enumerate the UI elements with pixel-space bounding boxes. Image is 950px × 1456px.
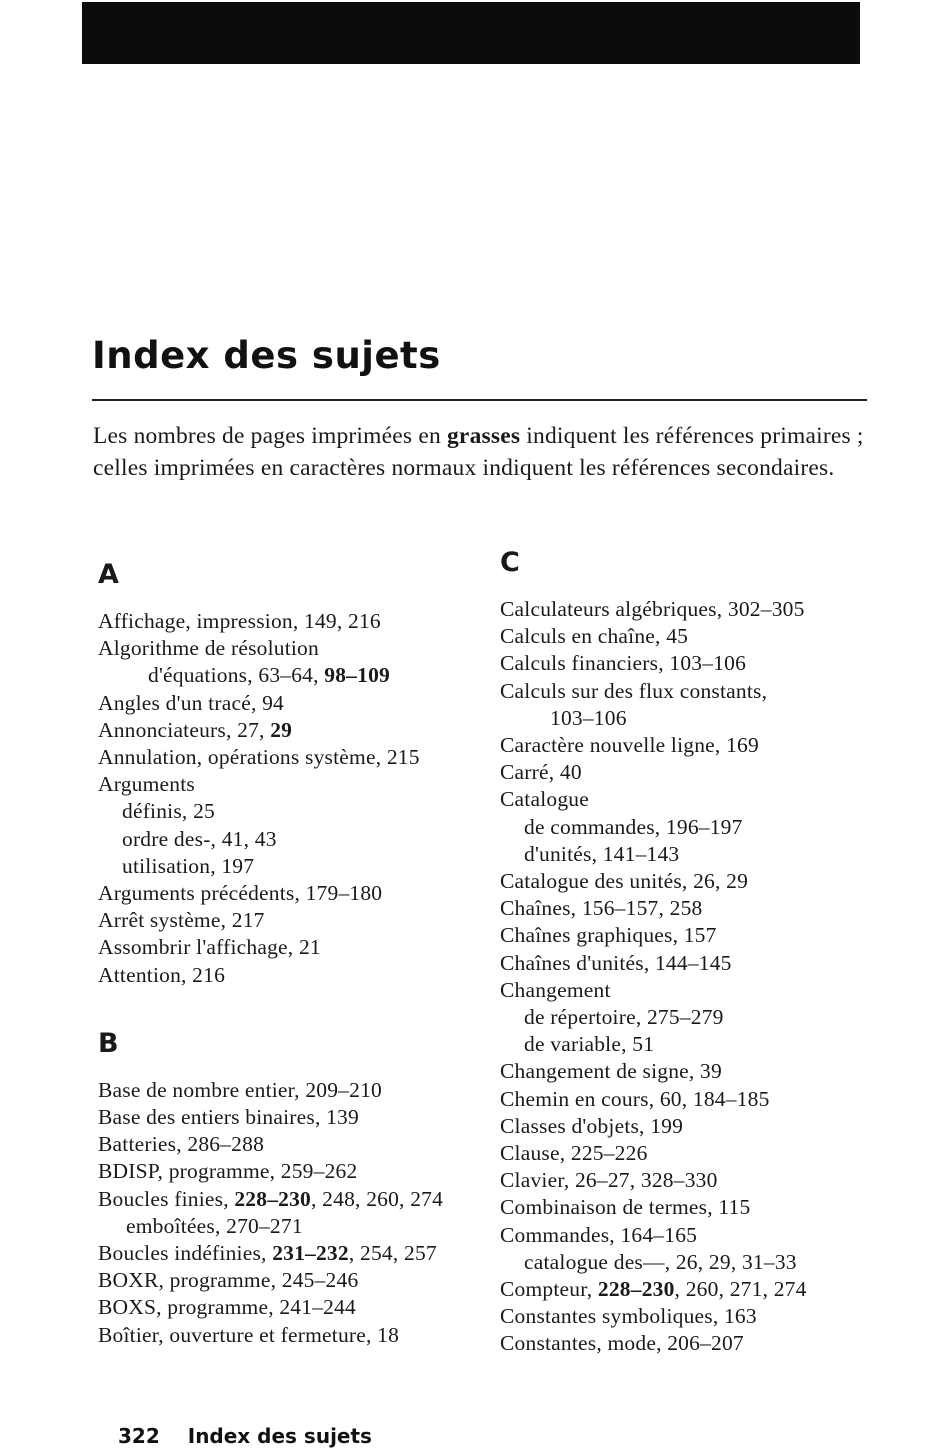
page-ref: 157 xyxy=(683,923,717,948)
index-entry xyxy=(98,1077,498,1104)
index-entry xyxy=(500,786,890,813)
entry-list xyxy=(98,1077,498,1349)
page-footer xyxy=(118,1424,372,1448)
index-entry: Clavier, 26–27, 328–330 xyxy=(500,1168,718,1193)
index-entry xyxy=(98,962,498,989)
index-entry: ordre des-, 41, 43 xyxy=(122,826,277,851)
running-title: Index des sujets xyxy=(187,1424,372,1448)
page-ref: 39 xyxy=(700,1059,722,1084)
title-rule xyxy=(92,399,867,401)
page-ref: 45 xyxy=(666,624,689,649)
page-ref: 103–106 xyxy=(550,705,627,730)
entry-term: Batteries, xyxy=(98,1132,188,1157)
entry-term: Calculs sur des flux constants, xyxy=(500,678,768,703)
page-ref: 217 xyxy=(231,908,265,933)
page-ref: 275–279 xyxy=(646,1005,724,1030)
section-letter: B xyxy=(98,1027,119,1059)
entry-term: Calculs financiers, xyxy=(500,651,670,676)
page-ref: 274 xyxy=(410,1186,444,1211)
page-ref: 43 xyxy=(254,826,277,851)
page-ref: 257 xyxy=(404,1241,437,1266)
index-entry: Affichage, impression, 149, 216 xyxy=(98,609,381,633)
entry-term: utilisation, xyxy=(122,853,222,878)
index-entry xyxy=(98,1294,498,1321)
entry-term: Changement xyxy=(500,977,611,1002)
page-ref: 215 xyxy=(386,745,420,770)
index-entry xyxy=(98,1158,498,1185)
index-entry xyxy=(500,1194,890,1221)
index-entry xyxy=(500,759,890,786)
entry-term: Constantes, mode, xyxy=(500,1331,668,1356)
entry-term: Commandes, xyxy=(500,1222,621,1247)
page-ref: 258 xyxy=(669,896,703,921)
index-entry xyxy=(500,950,890,977)
entry-term: BOXR, programme, xyxy=(98,1268,282,1293)
entry-term: Clavier, xyxy=(500,1168,575,1193)
page-ref: 94 xyxy=(262,690,285,715)
index-entry: d'équations, 63–64, 98–109 xyxy=(148,663,390,688)
index-entry xyxy=(98,744,498,771)
page-ref: 286–288 xyxy=(187,1132,265,1157)
page-ref: 241–244 xyxy=(279,1295,357,1320)
index-entry: Compteur, 228–230, 260, 271, 274 xyxy=(500,1277,807,1302)
page-ref: 209–210 xyxy=(305,1077,382,1102)
index-entry xyxy=(98,1213,498,1240)
page-ref: 245–246 xyxy=(281,1268,359,1293)
page-ref: 63–64 xyxy=(258,663,314,688)
index-entry xyxy=(500,841,890,868)
page-ref: 254 xyxy=(360,1241,393,1266)
page-ref: 206–207 xyxy=(667,1331,744,1356)
index-entry xyxy=(500,1330,890,1357)
intro-paragraph xyxy=(93,420,883,484)
page-title: Index des sujets xyxy=(92,334,441,377)
page-ref: 26 xyxy=(675,1249,698,1274)
page-ref: 163 xyxy=(723,1304,757,1329)
entry-term: Calculs en chaîne, xyxy=(500,624,667,649)
entry-term: Boucles indéfinies, xyxy=(98,1241,273,1266)
entry-term: de répertoire, xyxy=(524,1005,647,1030)
intro-text-before: Les nombres de pages imprimées en xyxy=(93,423,447,449)
page-ref: 169 xyxy=(726,733,759,758)
index-entry xyxy=(500,705,890,732)
page-ref: 270–271 xyxy=(226,1213,303,1238)
index-entry xyxy=(98,1322,498,1349)
index-section-c xyxy=(500,548,890,1358)
entry-term: d'équations, xyxy=(148,663,259,688)
index-entry xyxy=(500,1004,890,1031)
entry-term: définis, xyxy=(122,799,194,824)
entry-list xyxy=(98,608,498,989)
page-ref: 274 xyxy=(773,1277,807,1302)
entry-term: Chaînes graphiques, xyxy=(500,923,684,948)
page-ref: 51 xyxy=(632,1032,655,1057)
intro-bold-word: grasses xyxy=(446,423,521,449)
entry-term: Annulation, opérations système, xyxy=(98,745,387,770)
page-ref: 115 xyxy=(718,1195,751,1220)
index-entry: Boucles finies, 228–230, 248, 260, 274 xyxy=(98,1186,444,1211)
page-ref: 103–106 xyxy=(669,651,747,676)
index-entry xyxy=(98,1131,498,1158)
page-ref: 199 xyxy=(650,1113,684,1138)
index-entry xyxy=(500,732,890,759)
page-ref: 216 xyxy=(348,609,381,633)
page-ref-primary: 228–230 xyxy=(234,1186,312,1211)
index-entry xyxy=(98,1104,498,1131)
page-ref: 196–197 xyxy=(665,814,743,839)
page-ref: 26 xyxy=(693,869,715,894)
entry-term: BDISP, programme, xyxy=(98,1159,281,1184)
entry-term: Arrêt système, xyxy=(98,908,232,933)
index-entry xyxy=(98,635,498,662)
entry-term: Chaînes d'unités, xyxy=(500,950,655,975)
page-ref: 184–185 xyxy=(692,1086,770,1111)
page-ref: 25 xyxy=(193,799,215,824)
page-ref-primary: 231–232 xyxy=(272,1241,349,1266)
entry-term: Boucles finies, xyxy=(98,1186,235,1211)
entry-term: Affichage, impression, xyxy=(98,609,305,633)
index-entry: Chemin en cours, 60, 184–185 xyxy=(500,1086,770,1111)
page-ref: 31–33 xyxy=(741,1249,797,1274)
page-ref: 139 xyxy=(326,1105,359,1130)
index-entry: Catalogue des unités, 26, 29 xyxy=(500,869,749,894)
index-entry xyxy=(98,798,498,825)
page-ref: 179–180 xyxy=(305,881,383,906)
index-section-b xyxy=(98,1029,498,1349)
page-ref: 29 xyxy=(726,869,749,894)
page-ref: 271 xyxy=(729,1277,763,1302)
entry-term: Catalogue xyxy=(500,787,589,812)
page-ref: 225–226 xyxy=(570,1141,648,1166)
entry-term: de commandes, xyxy=(524,814,666,839)
page-ref: 18 xyxy=(377,1322,400,1347)
page-ref: 260 xyxy=(366,1186,400,1211)
index-entry xyxy=(98,853,498,880)
index-section-a xyxy=(98,560,498,989)
index-entry: Boucles indéfinies, 231–232, 254, 257 xyxy=(98,1241,437,1266)
header-black-band xyxy=(82,2,860,64)
entry-term: ordre des-, xyxy=(122,826,222,851)
index-entry xyxy=(500,1113,890,1140)
index-entry xyxy=(500,1058,890,1085)
index-entry xyxy=(500,596,890,623)
page-ref: 164–165 xyxy=(620,1222,698,1247)
entry-term: BOXS, programme, xyxy=(98,1295,280,1320)
page-ref: 260 xyxy=(685,1277,719,1302)
index-entry xyxy=(500,977,890,1004)
section-letter: A xyxy=(98,559,119,590)
index-entry: Annonciateurs, 27, 29 xyxy=(98,717,293,742)
page-ref: 248 xyxy=(322,1186,356,1211)
entry-term: Annonciateurs, xyxy=(98,717,238,742)
index-entry xyxy=(98,880,498,907)
page-ref: 40 xyxy=(559,760,582,785)
index-entry xyxy=(500,623,890,650)
page-ref: 21 xyxy=(298,935,321,960)
entry-term: Clause, xyxy=(500,1141,571,1166)
entry-term: Arguments xyxy=(98,772,195,797)
page-number: 322 xyxy=(118,1424,160,1448)
page-ref: 60 xyxy=(659,1086,682,1111)
entry-term: d'unités, xyxy=(524,841,603,866)
entry-term: Changement de signe, xyxy=(500,1059,701,1084)
index-entry: catalogue des—, 26, 29, 31–33 xyxy=(524,1249,797,1274)
entry-term: Base des entiers binaires, xyxy=(98,1105,327,1130)
page-ref: 27 xyxy=(237,717,260,742)
section-letter: C xyxy=(500,547,520,578)
page-ref: 26–27 xyxy=(574,1168,630,1193)
index-column-left xyxy=(98,560,498,1349)
page-ref: 259–262 xyxy=(280,1159,358,1184)
index-entry xyxy=(500,1222,890,1249)
entry-term: Base de nombre entier, xyxy=(98,1077,306,1102)
entry-term: Angles d'un tracé, xyxy=(98,690,263,715)
entry-term: de variable, xyxy=(524,1032,633,1057)
entry-term: Calculateurs algébriques, xyxy=(500,597,728,621)
index-entry xyxy=(500,1140,890,1167)
index-entry xyxy=(98,690,498,717)
page-ref-primary: 228–230 xyxy=(597,1277,675,1302)
page-ref: 149 xyxy=(304,609,337,633)
index-entry xyxy=(98,934,498,961)
intro-text-after: indiquent les références primaires ; celles imprimées en caractères normaux indiquent les références secondaires. xyxy=(93,423,864,481)
index-entry xyxy=(500,814,890,841)
page-ref: 216 xyxy=(192,962,226,987)
entry-term: Carré, xyxy=(500,760,560,785)
entry-term: Combinaison de termes, xyxy=(500,1195,719,1220)
entry-term: catalogue des—, xyxy=(524,1249,676,1274)
entry-term: emboîtées, xyxy=(126,1213,227,1238)
entry-term: Catalogue des unités, xyxy=(500,869,694,894)
page-ref: 328–330 xyxy=(640,1168,718,1193)
page-ref: 141–143 xyxy=(602,841,680,866)
index-entry xyxy=(98,1267,498,1294)
page-ref: 156–157 xyxy=(581,896,659,921)
page-ref: 197 xyxy=(221,853,255,878)
index-entry xyxy=(98,771,498,798)
entry-term: Chaînes, xyxy=(500,896,582,921)
index-entry xyxy=(500,678,890,705)
page-ref: 29 xyxy=(708,1249,731,1274)
entry-term: Boîtier, ouverture et fermeture, xyxy=(98,1322,378,1347)
index-entry xyxy=(500,650,890,677)
entry-term: Arguments précédents, xyxy=(98,881,306,906)
entry-term: Attention, xyxy=(98,962,193,987)
entry-term: Algorithme de résolution xyxy=(98,636,319,661)
entry-term: Constantes symboliques, xyxy=(500,1304,724,1329)
page-ref: 302–305 xyxy=(727,597,805,621)
page-ref: 41 xyxy=(221,826,244,851)
index-entry xyxy=(98,907,498,934)
entry-term: Chemin en cours, xyxy=(500,1086,660,1111)
index-entry: Chaînes, 156–157, 258 xyxy=(500,896,703,921)
index-entry xyxy=(500,1303,890,1330)
page-ref: 144–145 xyxy=(654,950,732,975)
entry-list xyxy=(500,596,890,1358)
page-ref-primary: 29 xyxy=(270,717,293,742)
entry-term: Classes d'objets, xyxy=(500,1113,651,1138)
entry-term: Assombrir l'affichage, xyxy=(98,935,299,960)
entry-term: Caractère nouvelle ligne, xyxy=(500,733,727,758)
index-entry xyxy=(500,922,890,949)
index-entry xyxy=(500,1031,890,1058)
entry-term: Compteur, xyxy=(500,1277,598,1302)
index-column-right xyxy=(500,548,890,1358)
page-ref-primary: 98–109 xyxy=(324,663,390,688)
